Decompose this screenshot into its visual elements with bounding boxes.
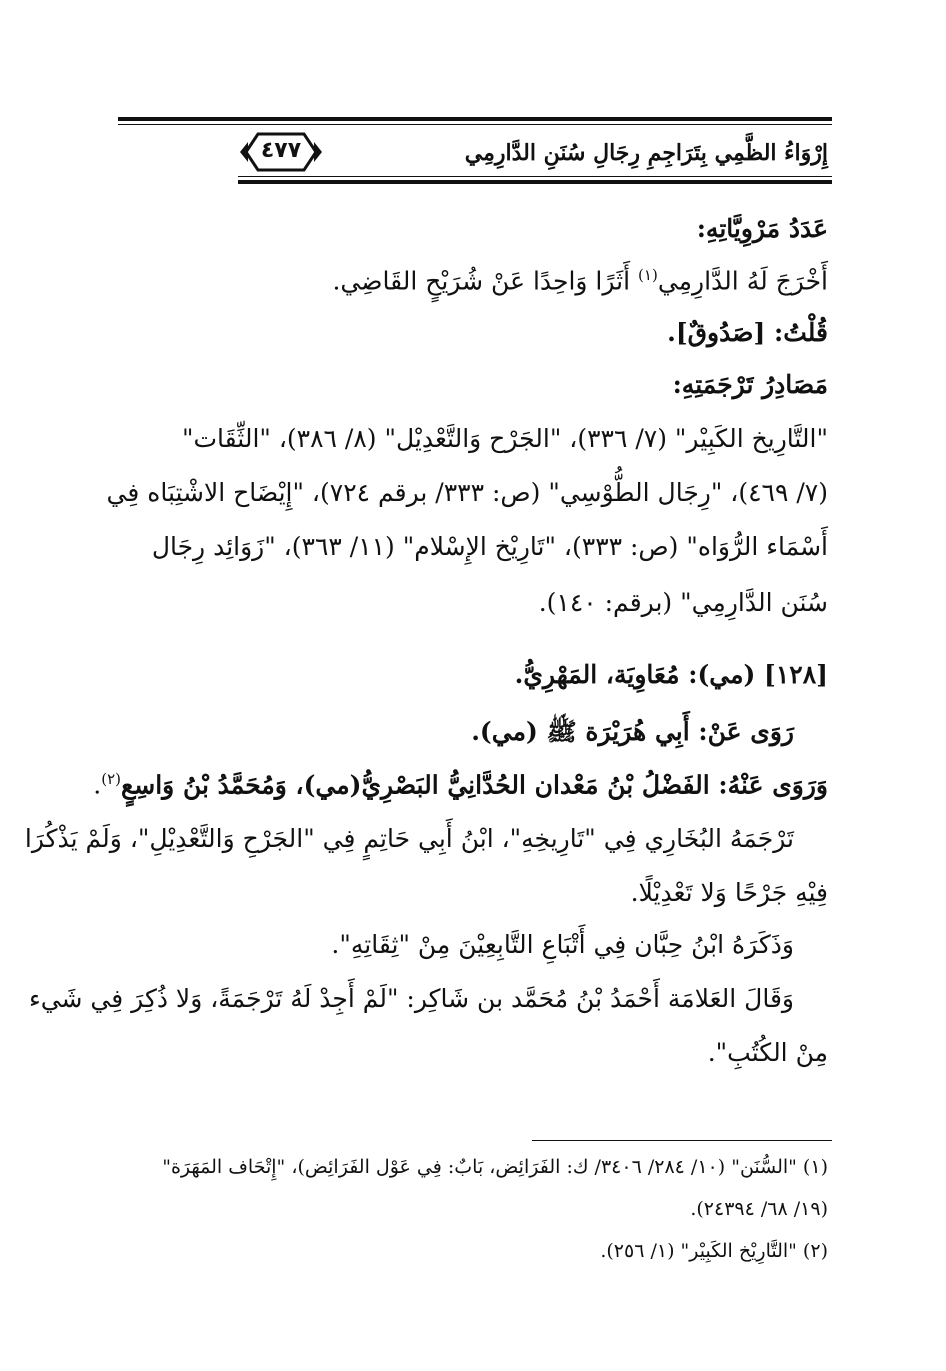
header-bottom-rule-thick: [238, 180, 832, 184]
sources-line: أَسْمَاء الرُّوَاه" (ص: ٣٣٣)، "تَارِيْخ الإِسْلام" (١١/ ٣٦٣)، "زَوَائِد رِجَال: [151, 532, 828, 561]
entry-paragraph-line: وَذَكَرَهُ ابْنُ حِبَّان فِي أَتْبَاعِ التَّابِعِيْنَ مِنْ "ثِقَاتِهِ".: [331, 930, 794, 959]
sources-heading: مَصَادِرُ تَرْجَمَتِهِ:: [672, 370, 828, 399]
sources-line: سُنَن الدَّارِمِي" (برقم: ١٤٠).: [538, 588, 828, 617]
count-text-b: أَثَرًا وَاحِدًا عَنْ شُرَيْحٍ القَاضِي.: [332, 266, 639, 296]
entry-paragraph-line: وَقَالَ العَلامَة أَحْمَدُ بْنُ مُحَمَّد بن شَاكِر: "لَمْ أَجِدْ لَهُ تَرْجَمَةً، وَلا ذُكِرَ فِي شَيء: [28, 984, 794, 1013]
narrated-from: رَوَى عَنْ: أَبِي هُرَيْرَة ﷺ (مي).: [471, 717, 794, 746]
count-heading: عَدَدُ مَرْوِيَّاتِهِ:: [696, 214, 828, 243]
verdict: قُلْتُ: [صَدُوقٌ].: [667, 318, 828, 347]
sources-line: (٧/ ٤٦٩)، "رِجَال الطُّوْسِي" (ص: ٣٣٣/ برقم ٧٢٤)، "إِيْضَاح الاشْتِبَاه فِي: [106, 478, 828, 507]
header-top-rule-thin: [118, 124, 832, 125]
page-number: ٤٧٧: [260, 138, 302, 163]
footnote-line: (١٩/ ٦٨/ ٢٤٣٩٤).: [690, 1198, 828, 1220]
sources-line: "التَّارِيخ الكَبِيْر" (٧/ ٣٣٦)، "الجَرْح وَالتَّعْدِيْل" (٨/ ٣٨٦)، "الثِّقَات": [181, 424, 828, 453]
page-number-badge: [238, 130, 324, 174]
footnote-marker-2: (٢): [101, 770, 121, 788]
footnote-marker-1: (١): [638, 266, 658, 284]
header-top-rule-thick: [118, 117, 832, 121]
narrated-by: وَرَوَى عَنْهُ: الفَضْلُ بْنُ مَعْدان الحُدَّانِيُّ البَصْرِيُّ(مي)، وَمُحَمَّدُ بْنُ وَاسِعٍ$^{(٢)}$.: [93, 770, 828, 800]
narrated-by-text: وَرَوَى عَنْهُ: الفَضْلُ بْنُ مَعْدان الحُدَّانِيُّ البَصْرِيُّ(مي)، وَمُحَمَّدُ بْنُ وَاسِعٍ: [120, 770, 828, 800]
count-text-a: أَخْرَجَ لَهُ الدَّارِمِي: [657, 266, 828, 296]
entry-paragraph-line: تَرْجَمَهُ البُخَارِي فِي "تَارِيخِهِ"، ابْنُ أَبِي حَاتِمٍ فِي "الجَرْحِ وَالتَّعْدِيْلِ"، وَلَمْ يَذْكُرَا: [24, 824, 794, 853]
header-bottom-rule-thin: [238, 176, 832, 177]
count-text: [114, 266, 828, 295]
book-title: إِرْوَاءُ الظَّمِي بِتَرَاجِمِ رِجَالِ سُنَنِ الدَّارِمِي: [464, 140, 828, 166]
entry-paragraph-line: مِنْ الكُتُبِ".: [707, 1038, 828, 1067]
footnote-line: (٢) "التَّارِيْخ الكَبِيْر" (١/ ٢٥٦).: [600, 1240, 828, 1262]
entry-paragraph-line: فِيْهِ جَرْحًا وَلا تَعْدِيْلًا.: [630, 878, 828, 907]
footnote-separator: [532, 1140, 832, 1141]
footnote-line: (١) "السُّنَن" (١٠/ ٢٨٤/ ٣٤٠٦/ ك: الفَرَائِض، بَابٌ: فِي عَوْل الفَرَائِض)، "إِتْحَاف المَهَرَة": [162, 1156, 828, 1178]
entry-heading: [١٢٨] (مي): مُعَاوِيَة، المَهْرِيُّ.: [514, 660, 828, 689]
